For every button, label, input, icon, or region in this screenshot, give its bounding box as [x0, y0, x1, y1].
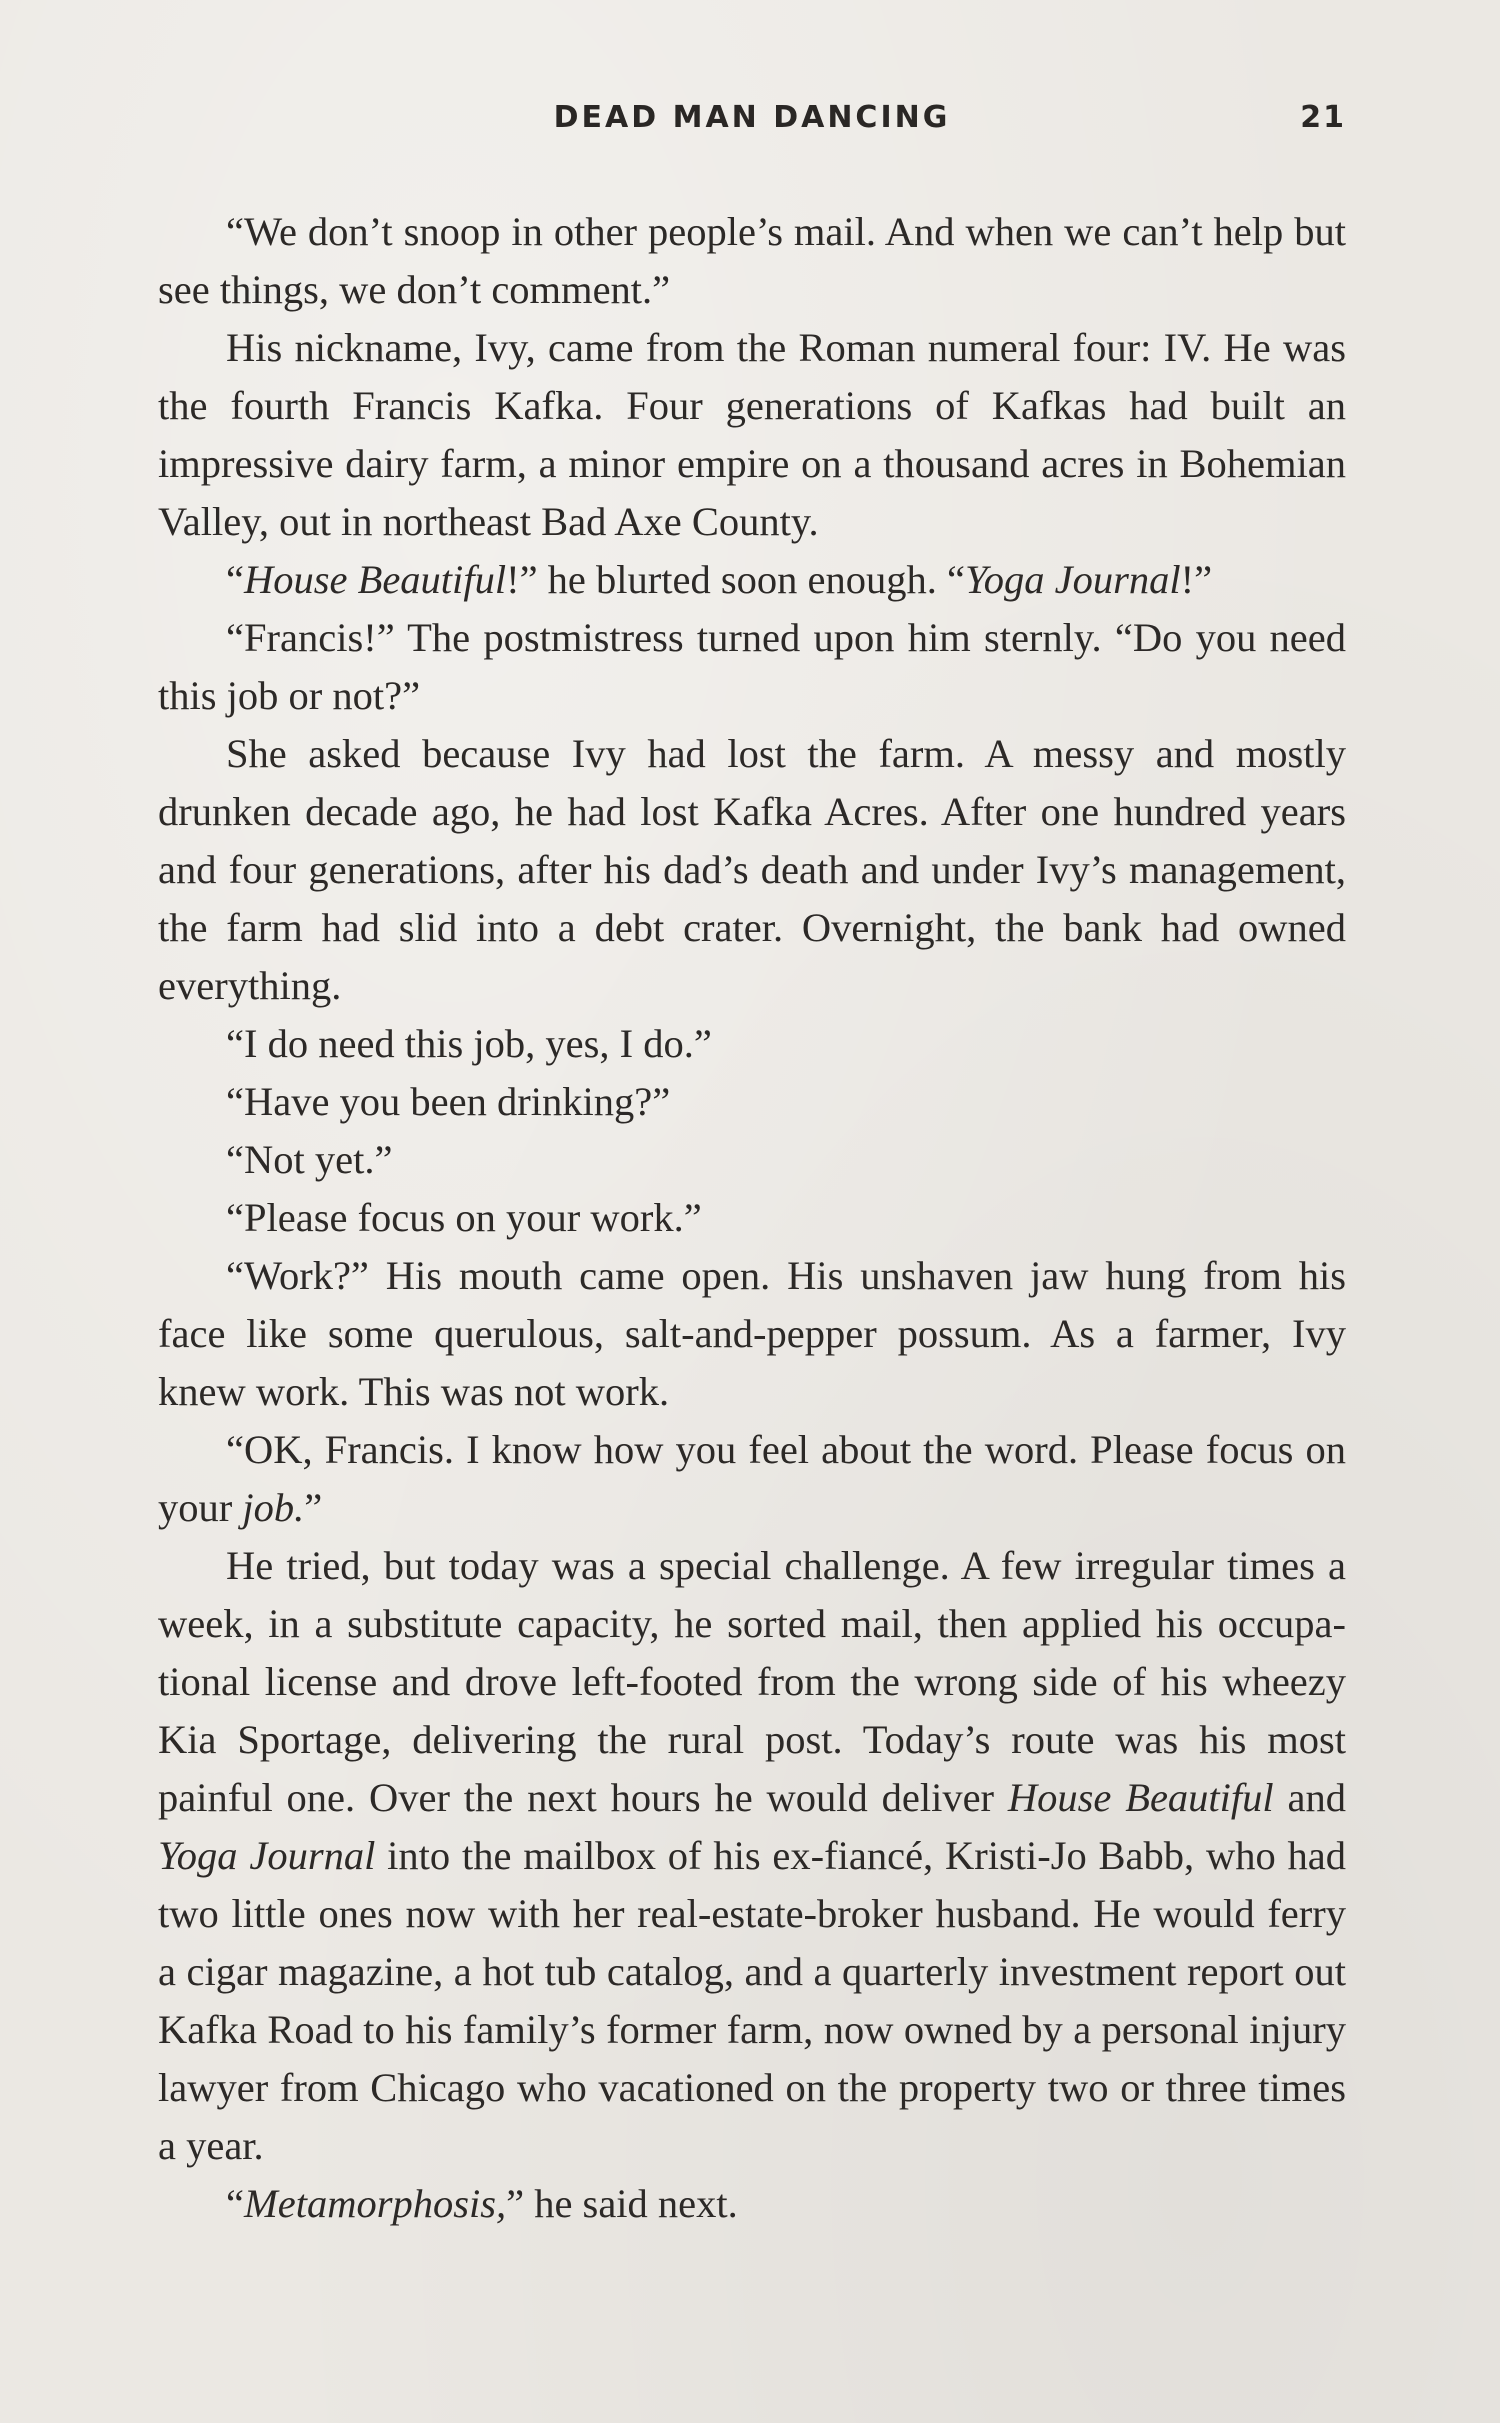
italic-title: Metamorphosis, [243, 2181, 507, 2226]
paragraph [158, 551, 1346, 609]
text-segment: “ [226, 557, 244, 602]
paragraph [158, 1131, 1346, 1189]
paragraph [158, 609, 1346, 725]
paragraph [158, 725, 1346, 1015]
paragraph [158, 2175, 1346, 2233]
italic-title: Yoga Journal [158, 1833, 376, 1878]
text-segment: “Have you been drinking?” [226, 1079, 671, 1124]
text-segment: “Francis!” The postmistress turned upon him sternly. “Do you need this job or not?” [158, 615, 1346, 718]
page-number: 21 [1300, 100, 1346, 135]
running-title: DEAD MAN DANCING [553, 100, 951, 135]
paragraph [158, 1247, 1346, 1421]
italic-title: job. [242, 1485, 305, 1530]
text-segment: “OK, Francis. I know how you feel about the word. Please focus on your [158, 1427, 1346, 1530]
text-segment: “Not yet.” [226, 1137, 393, 1182]
text-segment: He tried, but today was a special challenge. A few irregular times a week, in a substitute capacity, he sorted mail, then applied his occupational license and drove left-footed from the wrong side of his wheezy Kia Sportage, delivering the rural post. Today’s route was his most painful one. Over the next hours he would deliver [158, 1543, 1346, 1820]
text-segment: His nickname, Ivy, came from the Roman numeral four: IV. He was the fourth Francis Kafka. Four generations of Kafkas had built an impressive dairy farm, a minor empire on a thousand acres in Bohemian Valley, out in northeast Bad Axe County. [158, 325, 1346, 544]
paragraph [158, 319, 1346, 551]
paragraph [158, 1073, 1346, 1131]
text-segment: She asked because Ivy had lost the farm. A messy and mostly drunken decade ago, he had lost Kafka Acres. After one hundred years and four generations, after his dad’s death and under Ivy’s management, the farm had slid into a debt crater. Overnight, the bank had owned everything. [158, 731, 1346, 1008]
text-segment: “Please focus on your work.” [226, 1195, 702, 1240]
paragraph [158, 1421, 1346, 1537]
italic-title: House Beautiful [243, 557, 507, 602]
text-segment: “Work?” His mouth came open. His unshaven jaw hung from his face like some querulous, salt-and-pepper possum. As a farmer, Ivy knew work. This was not work. [158, 1253, 1346, 1414]
italic-title: Yoga Journal [964, 557, 1181, 602]
text-segment: “I do need this job, yes, I do.” [226, 1021, 712, 1066]
text-segment: ” he said next. [506, 2181, 738, 2226]
body-text [158, 203, 1346, 2233]
paragraph [158, 1537, 1346, 2175]
paragraph [158, 1015, 1346, 1073]
italic-title: House Beautiful [1007, 1775, 1274, 1820]
paragraph [158, 1189, 1346, 1247]
text-segment: !” [1180, 557, 1213, 602]
text-segment: and [1273, 1775, 1346, 1820]
text-segment: into the mailbox of his ex-fiancé, Kristi-Jo Babb, who had two little ones now with her real-estate-broker husband. He would ferry a cigar magazine, a hot tub catalog, and a quarterly investment report out Kafka Road to his family’s former farm, now owned by a personal injury lawyer from Chicago who vacationed on the property two or three times a year. [158, 1833, 1346, 2168]
paragraph [158, 203, 1346, 319]
page-header [158, 100, 1346, 150]
text-segment: “ [226, 2181, 244, 2226]
text-segment: “We don’t snoop in other people’s mail. And when we can’t help but see things, we don’t comment.” [158, 209, 1346, 312]
text-segment: !” he blurted soon enough. “ [506, 557, 965, 602]
text-segment: ” [304, 1485, 323, 1530]
